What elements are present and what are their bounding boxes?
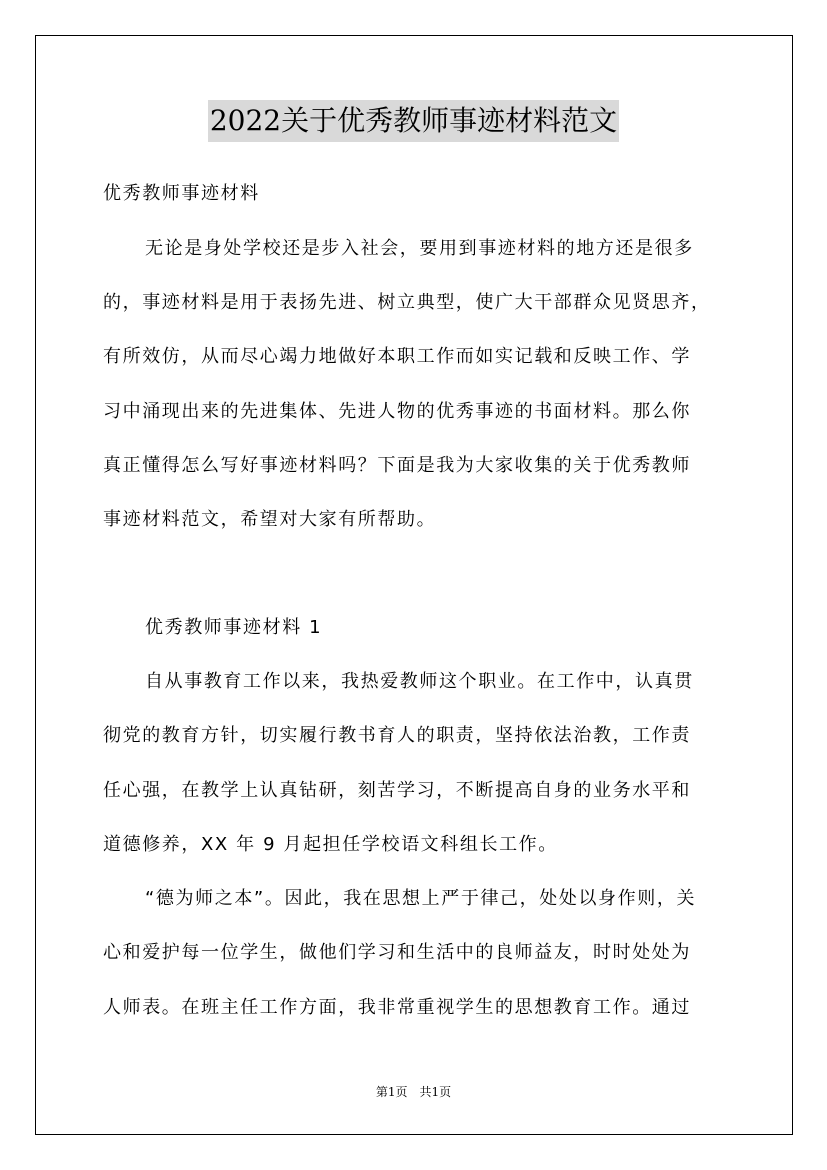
intro-line: 事迹材料范文，希望对大家有所帮助。 [103,509,437,530]
document-title: 2022关于优秀教师事迹材料范文 [208,100,619,142]
paragraph-line: 任心强，在教学上认真钻研，刻苦学习，不断提高自身的业务水平和 [103,780,691,801]
page-total: 共1页 [419,1085,452,1099]
paragraph-line: 道德修养，XX 年 9 月起担任学校语文科组长工作。 [103,834,558,855]
intro-line: 习中涌现出来的先进集体、先进人物的优秀事迹的书面材料。那么你 [103,401,691,422]
paragraph-line: 心和爱护每一位学生，做他们学习和生活中的良师益友，时时处处为 [103,942,691,963]
paragraph-line: 人师表。在班主任工作方面，我非常重视学生的思想教育工作。通过 [103,997,691,1018]
section-title: 优秀教师事迹材料 1 [145,617,323,638]
paragraph-line: 自从事教育工作以来，我热爱教师这个职业。在工作中，认真贯 [145,671,694,692]
document-heading: 优秀教师事迹材料 [103,183,260,204]
title-container [0,100,827,142]
intro-line: 的，事迹材料是用于表扬先进、树立典型，使广大干部群众见贤思齐， [103,292,711,313]
page-number: 第1页 [375,1085,408,1099]
paragraph-line: 彻党的教育方针，切实履行教书育人的职责，坚持依法治教，工作责 [103,725,691,746]
page-footer [0,1083,827,1100]
intro-line: 真正懂得怎么写好事迹材料吗？下面是我为大家收集的关于优秀教师 [103,455,691,476]
intro-line: 无论是身处学校还是步入社会，要用到事迹材料的地方还是很多 [145,238,694,259]
paragraph-line: “德为师之本”。因此，我在思想上严于律己，处处以身作则，关 [145,888,697,909]
intro-line: 有所效仿，从而尽心竭力地做好本职工作而如实记载和反映工作、学 [103,346,691,367]
